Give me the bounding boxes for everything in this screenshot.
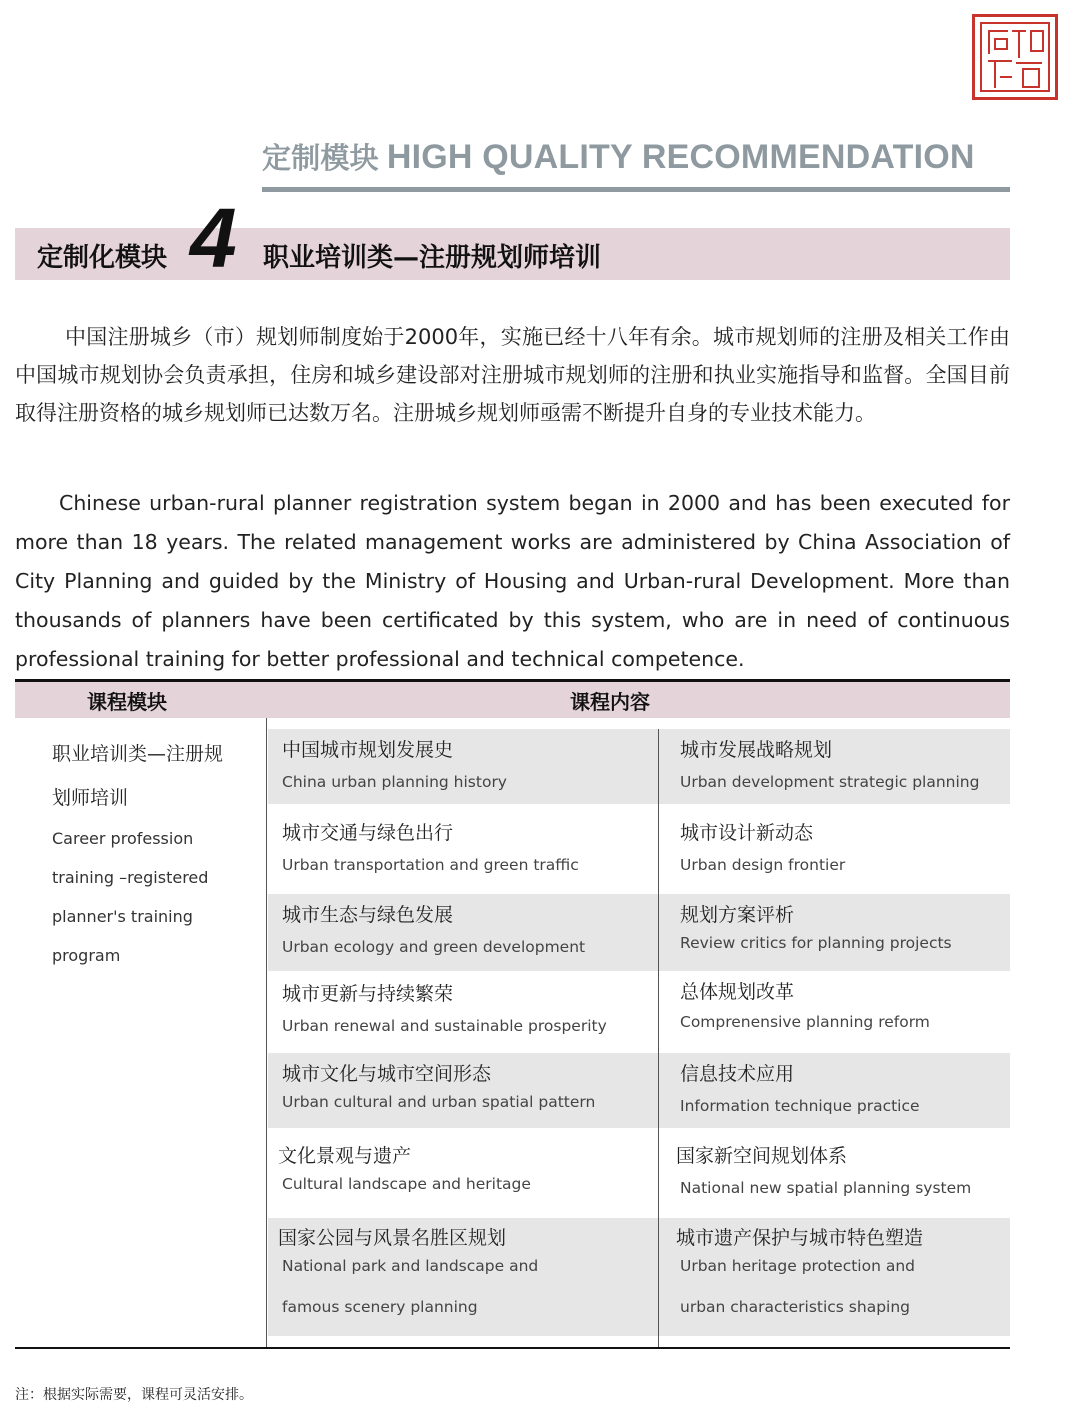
course-cell bbox=[680, 975, 1020, 1043]
table-divider bbox=[658, 729, 659, 1349]
course-name-en: China urban planning history bbox=[282, 773, 507, 791]
course-name-cn: 城市发展战略规划 bbox=[680, 739, 833, 761]
course-cell bbox=[278, 1218, 618, 1328]
course-name-cn: 总体规划改革 bbox=[680, 981, 795, 1003]
course-name-en: Urban development strategic planning bbox=[680, 773, 980, 791]
intro-paragraph-en: Chinese urban-rural planner registration system began in 2000 and has been executed for more than 18 years. The related management works are administered by China Association of City Planning and guided by the Ministry of Housing and Urban-rural Development. More than thousands of planners have been certificated by this system, who are in need of continuous professional training for better professional and technical competence. bbox=[15, 491, 1010, 671]
module-name-cn-line: 职业培训类—注册规 bbox=[52, 743, 224, 765]
course-cell bbox=[680, 894, 1020, 964]
table-row bbox=[268, 1135, 1010, 1215]
module-name-en-line: Career profession bbox=[52, 829, 194, 848]
section-header-cn: 定制模块 bbox=[262, 143, 379, 175]
course-name-en: Urban cultural and urban spatial pattern bbox=[282, 1093, 596, 1111]
table-row bbox=[268, 975, 1010, 1053]
course-cell bbox=[282, 812, 622, 886]
intro-paragraph-cn: 中国注册城乡（市）规划师制度始于2000年，实施已经十八年有余。城市规划师的注册及相关工作由中国城市规划协会负责承担，住房和城乡建设部对注册城市规划师的注册和执业实施指导和监督。全国目前取得注册资格的城乡规划师已达数万名。注册城乡规划师亟需不断提升自身的专业技术能力。 bbox=[15, 325, 1010, 425]
section-header-en: HIGH QUALITY RECOMMENDATION bbox=[386, 138, 975, 176]
course-cell bbox=[676, 1218, 1016, 1328]
module-title: 职业培训类—注册规划师培训 bbox=[263, 243, 602, 273]
table-row bbox=[268, 812, 1010, 892]
table-row bbox=[268, 1218, 1010, 1336]
module-name-cn-line: 划师培训 bbox=[52, 787, 129, 809]
course-cell bbox=[282, 894, 622, 968]
course-cell bbox=[676, 1135, 1016, 1209]
course-name-en: Urban transportation and green traffic bbox=[282, 856, 579, 874]
course-cell bbox=[680, 729, 1020, 803]
course-name-cn: 信息技术应用 bbox=[680, 1063, 795, 1085]
course-name-en: National new spatial planning system bbox=[680, 1179, 972, 1197]
course-name-cn: 城市交通与绿色出行 bbox=[282, 822, 454, 844]
course-name-en: Urban ecology and green development bbox=[282, 938, 586, 956]
module-name-en-line: program bbox=[52, 946, 121, 965]
course-cell bbox=[282, 975, 622, 1047]
course-name-cn: 规划方案评析 bbox=[680, 904, 795, 926]
course-name-en: urban characteristics shaping bbox=[680, 1298, 911, 1316]
table-header-module: 课程模块 bbox=[87, 690, 167, 714]
course-name-en: Review critics for planning projects bbox=[680, 934, 952, 952]
course-cell bbox=[680, 812, 1020, 886]
course-name-cn: 国家公园与风景名胜区规划 bbox=[278, 1227, 507, 1249]
course-cell bbox=[282, 1053, 622, 1123]
course-name-en: Information technique practice bbox=[680, 1097, 920, 1115]
module-number: 4 bbox=[190, 191, 237, 285]
course-name-en: Urban design frontier bbox=[680, 856, 846, 874]
table-row bbox=[268, 894, 1010, 971]
header-rule bbox=[262, 187, 1010, 192]
course-name-en: famous scenery planning bbox=[282, 1298, 478, 1316]
course-name-cn: 城市遗产保护与城市特色塑造 bbox=[676, 1227, 924, 1249]
course-name-en: Cultural landscape and heritage bbox=[282, 1175, 531, 1193]
table-module-cell bbox=[52, 732, 262, 976]
footnote: 注：根据实际需要，课程可灵活安排。 bbox=[15, 1387, 253, 1403]
section-header bbox=[262, 136, 1010, 177]
course-name-cn: 城市设计新动态 bbox=[680, 822, 814, 844]
module-prefix: 定制化模块 bbox=[37, 243, 168, 273]
course-name-cn: 文化景观与遗产 bbox=[278, 1145, 412, 1167]
table-header-content: 课程内容 bbox=[570, 690, 650, 714]
course-name-cn: 城市更新与持续繁荣 bbox=[282, 983, 454, 1005]
table-divider bbox=[266, 718, 267, 1349]
course-cell bbox=[278, 1135, 618, 1205]
course-cell bbox=[282, 729, 622, 803]
seal-stamp bbox=[972, 14, 1058, 100]
course-name-cn: 城市生态与绿色发展 bbox=[282, 904, 454, 926]
table-row bbox=[268, 729, 1010, 804]
course-name-en: Urban heritage protection and bbox=[680, 1257, 915, 1275]
course-name-en: National park and landscape and bbox=[282, 1257, 539, 1275]
course-name-cn: 中国城市规划发展史 bbox=[282, 739, 454, 761]
module-name-en-line: training –registered bbox=[52, 868, 209, 887]
table-row bbox=[268, 1053, 1010, 1128]
course-name-cn: 城市文化与城市空间形态 bbox=[282, 1063, 492, 1085]
course-name-en: Urban renewal and sustainable prosperity bbox=[282, 1017, 607, 1035]
table-bottom-rule bbox=[15, 1347, 1010, 1349]
course-cell bbox=[680, 1053, 1020, 1127]
course-name-cn: 国家新空间规划体系 bbox=[676, 1145, 848, 1167]
course-name-en: Comprenensive planning reform bbox=[680, 1013, 930, 1031]
module-name-en-line: planner's training bbox=[52, 907, 193, 926]
